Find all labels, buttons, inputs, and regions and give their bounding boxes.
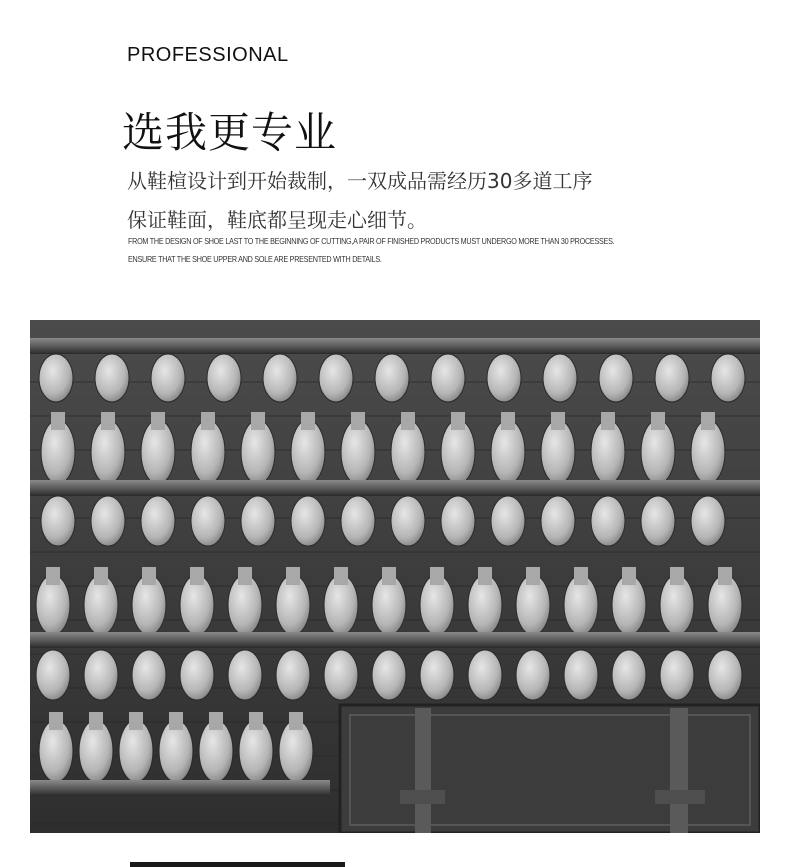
shoe-last	[612, 650, 646, 700]
shoe-last-top	[301, 412, 315, 430]
shoe-last	[491, 496, 525, 546]
shoe-last	[95, 354, 129, 402]
shelf-board	[30, 480, 760, 496]
shoe-last	[372, 650, 406, 700]
shelf-board	[30, 780, 330, 796]
shoe-last	[391, 496, 425, 546]
shoe-last-top	[670, 567, 684, 585]
shoe-last-top	[601, 412, 615, 430]
shoe-last-top	[451, 412, 465, 430]
decorative-bar	[130, 862, 345, 867]
shoe-last-top	[526, 567, 540, 585]
shoe-last	[541, 496, 575, 546]
shoe-last	[468, 650, 502, 700]
english-caption-line-1: FROM THE DESIGN OF SHOE LAST TO THE BEGINNING OF CUTTING,A PAIR OF FINISHED PRODUCTS MUST UNDERGO MORE THAN 30 PROCESSES.	[128, 236, 615, 246]
shoe-last	[319, 354, 353, 402]
shoe-last	[543, 354, 577, 402]
eyebrow-label: PROFESSIONAL	[127, 44, 289, 66]
shoe-last-top	[478, 567, 492, 585]
shoe-last	[655, 354, 689, 402]
shoe-last-top	[209, 712, 223, 730]
shoe-last	[711, 354, 745, 402]
shoe-last	[641, 496, 675, 546]
shoe-last-top	[169, 712, 183, 730]
subtitle-line-2: 保证鞋面，鞋底都呈现走心细节。	[127, 208, 427, 232]
shoe-last-top	[351, 412, 365, 430]
shoe-last	[564, 650, 598, 700]
shoe-last-top	[701, 412, 715, 430]
shoe-last	[191, 496, 225, 546]
shoe-last-top	[401, 412, 415, 430]
shoe-last	[324, 650, 358, 700]
shoe-last-top	[718, 567, 732, 585]
shoe-last	[516, 650, 550, 700]
shoe-last-top	[238, 567, 252, 585]
shoe-last	[708, 650, 742, 700]
shoe-last-top	[289, 712, 303, 730]
shoe-last	[151, 354, 185, 402]
shoe-last-top	[201, 412, 215, 430]
shoe-last	[36, 650, 70, 700]
shoe-last-top	[89, 712, 103, 730]
shoe-last	[420, 650, 454, 700]
page-title: 选我更专业	[122, 108, 338, 157]
shoe-last	[39, 354, 73, 402]
shoe-last	[180, 650, 214, 700]
shoe-last	[375, 354, 409, 402]
shoe-last	[141, 496, 175, 546]
shoe-last-top	[46, 567, 60, 585]
shoe-last	[276, 650, 310, 700]
shoe-last	[691, 496, 725, 546]
shoe-last	[441, 496, 475, 546]
shoe-last-top	[334, 567, 348, 585]
shoe-last	[599, 354, 633, 402]
shoe-last-top	[622, 567, 636, 585]
shoe-last-top	[51, 412, 65, 430]
shoe-last	[487, 354, 521, 402]
shoe-last-top	[430, 567, 444, 585]
shoe-lasts-illustration	[30, 320, 760, 833]
shoe-last-top	[286, 567, 300, 585]
shoe-last	[341, 496, 375, 546]
shoe-last	[591, 496, 625, 546]
shoe-last	[241, 496, 275, 546]
shoe-last-top	[129, 712, 143, 730]
shoe-last-top	[101, 412, 115, 430]
shoe-last-top	[190, 567, 204, 585]
shoe-last-top	[251, 412, 265, 430]
shelf-board	[30, 338, 760, 354]
shoe-last-top	[551, 412, 565, 430]
shoe-lasts-photo	[30, 320, 760, 833]
shoe-last	[91, 496, 125, 546]
shoe-last-top	[249, 712, 263, 730]
english-caption-line-2: ENSURE THAT THE SHOE UPPER AND SOLE ARE PRESENTED WITH DETAILS.	[128, 254, 382, 264]
shoe-last	[207, 354, 241, 402]
shoe-last-top	[651, 412, 665, 430]
shoe-last	[84, 650, 118, 700]
shelf-board	[30, 632, 760, 648]
subtitle-line-1: 从鞋楦设计到开始裁制，一双成品需经历30多道工序	[127, 169, 593, 193]
shoe-last-top	[501, 412, 515, 430]
shoe-last-top	[382, 567, 396, 585]
shoe-last	[132, 650, 166, 700]
shoe-last-top	[142, 567, 156, 585]
shoe-last	[291, 496, 325, 546]
shoe-last-top	[94, 567, 108, 585]
shoe-last	[660, 650, 694, 700]
shoe-last	[431, 354, 465, 402]
shoe-last-top	[49, 712, 63, 730]
shoe-last	[228, 650, 262, 700]
shoe-last	[41, 496, 75, 546]
shoe-last-top	[574, 567, 588, 585]
shoe-last-top	[151, 412, 165, 430]
shoe-last	[263, 354, 297, 402]
